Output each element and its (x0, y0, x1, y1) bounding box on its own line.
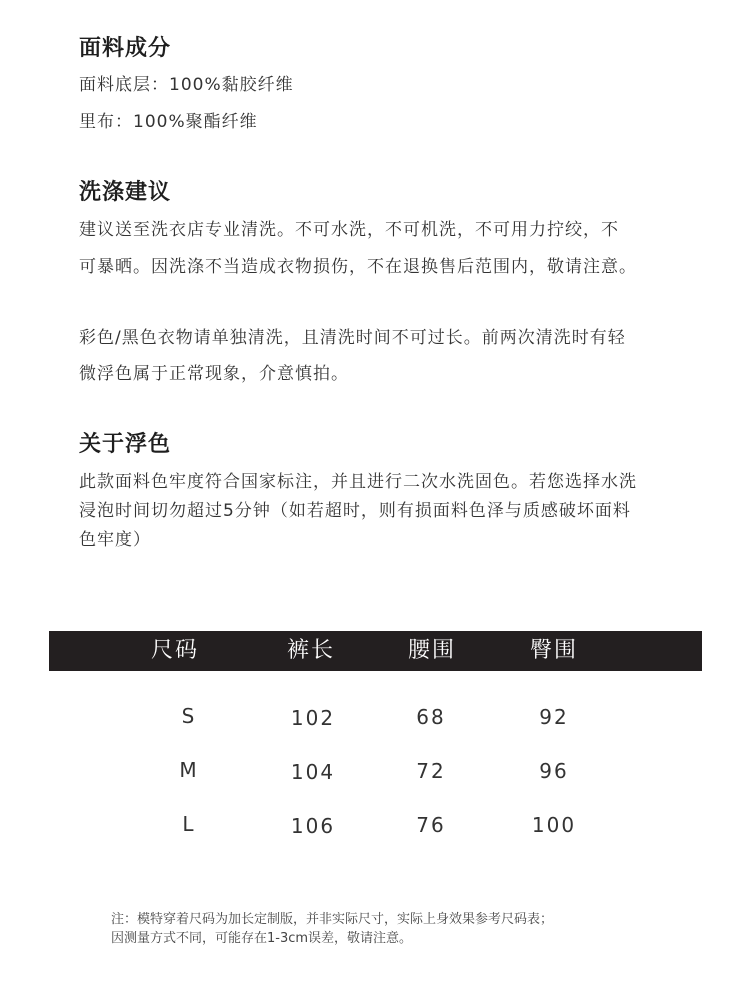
note-line-1: 注：模特穿着尺码为加长定制版，并非实际尺寸，实际上身效果参考尺码表； (111, 912, 554, 927)
fading-line-2: 浸泡时间切勿超过5分钟（如若超时，则有损面料色泽与质感破坏面料 (79, 501, 631, 521)
cell-length: 106 (290, 814, 336, 838)
washing-line-2: 可暴晒。因洗涤不当造成衣物损伤，不在退换售后范围内，敬请注意。 (79, 257, 637, 277)
cell-hip: 92 (539, 705, 569, 729)
cell-length: 104 (290, 760, 336, 784)
fabric-line-2: 里布：100%聚酯纤维 (79, 112, 258, 132)
note-line-2: 因测量方式不同，可能存在1-3cm误差，敬请注意。 (111, 931, 413, 946)
washing-line-1: 建议送至洗衣店专业清洗。不可水洗，不可机洗，不可用力拧绞，不 (79, 220, 619, 240)
cell-waist: 68 (416, 705, 446, 729)
cell-waist: 76 (416, 813, 446, 837)
fading-title: 关于浮色 (79, 432, 172, 457)
cell-hip: 100 (531, 813, 577, 837)
header-hip: 臀围 (529, 638, 578, 663)
washing-line-4: 微浮色属于正常现象，介意慎拍。 (79, 364, 349, 384)
fading-line-1: 此款面料色牢度符合国家标注，并且进行二次水洗固色。若您选择水洗 (79, 472, 637, 492)
cell-size: L (182, 812, 196, 836)
fabric-title: 面料成分 (79, 36, 172, 61)
cell-hip: 96 (539, 759, 569, 783)
cell-size: S (181, 704, 197, 728)
size-table-header (49, 631, 702, 671)
cell-waist: 72 (416, 759, 446, 783)
washing-title: 洗涤建议 (79, 180, 172, 205)
fabric-line-1: 面料底层：100%黏胶纤维 (79, 75, 294, 95)
header-size: 尺码 (150, 638, 199, 663)
washing-line-3: 彩色/黑色衣物请单独清洗，且清洗时间不可过长。前两次清洗时有轻 (79, 328, 626, 348)
header-waist: 腰围 (407, 638, 456, 663)
cell-size: M (179, 758, 199, 782)
fading-line-3: 色牢度） (79, 530, 151, 550)
cell-length: 102 (290, 706, 336, 730)
header-length: 裤长 (286, 638, 335, 663)
